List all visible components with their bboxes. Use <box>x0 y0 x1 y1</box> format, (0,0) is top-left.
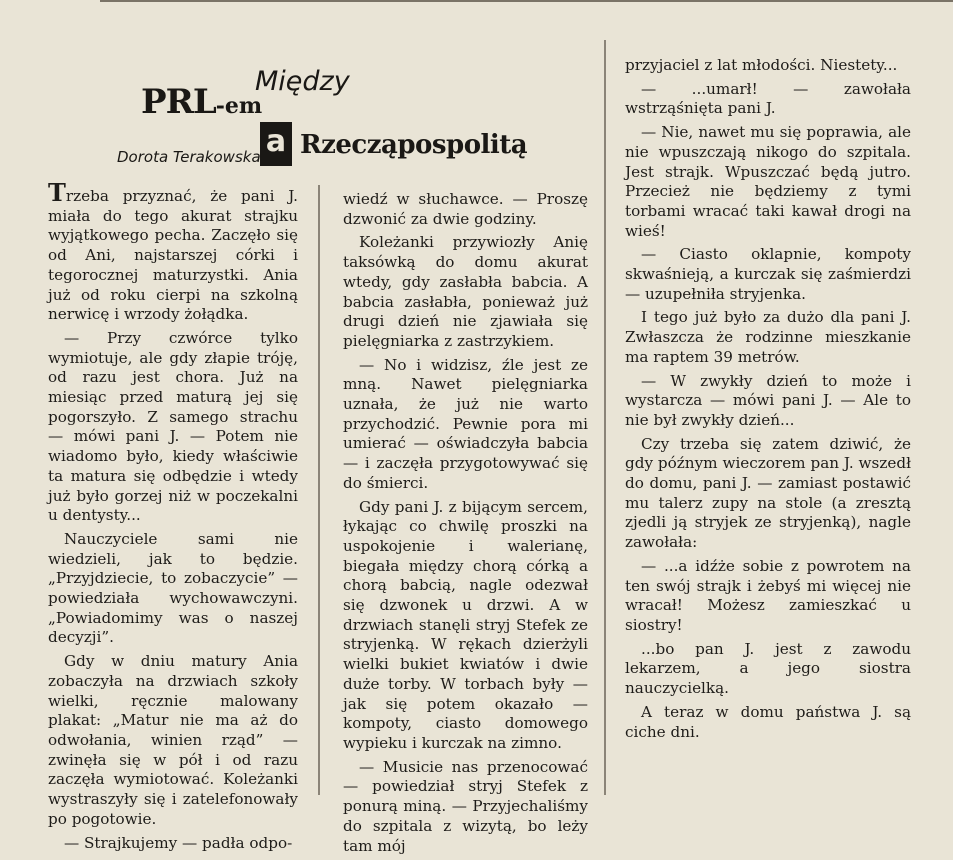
paragraph <box>343 498 588 754</box>
paragraph <box>625 372 911 431</box>
top-rule <box>100 0 953 2</box>
paragraph <box>625 123 911 241</box>
title-rzeczpospolita: Rzecząpospolitą <box>300 130 528 160</box>
article-column-1 <box>48 178 298 857</box>
paragraph <box>343 356 588 494</box>
title-miedzy: Między <box>255 66 350 97</box>
paragraph-text: — W zwykły dzień to może i wystarcza — mówi pani J. — Ale to nie był zwykły dzień... <box>625 371 911 429</box>
paragraph <box>625 435 911 553</box>
paragraph-text: I tego już było za dużo dla pani J. Zwłaszcza że rodzinne mieszkanie ma raptem 39 metrów. <box>625 308 911 366</box>
paragraph-text: — Musicie nas przenocować — powiedział stryj Stefek z ponurą miną. — Przyjechaliśmy do szpitala z wizytą, bo leży tam mój <box>343 757 588 855</box>
column-divider-2 <box>604 40 606 795</box>
paragraph-text: — Przy czwórce tylko wymiotuje, ale gdy złapie tróję, od razu jest chora. Już na miesiąc przed maturą jej się pogorszyło. Z samego strachu — mówi pani J. — Potem nie wiadomo było, kiedy właściwie ta matura się odbędzie i wtedy już było gorzej niż w poczekalni u dentysty... <box>48 328 298 525</box>
paragraph-text: rzeba przyznać, że pani J. miała do tego akurat strajku wyjątkowego pecha. Zaczęło się od Ani, najstarszej córki i tegorocznej maturzystki. Ania już od roku cierpi na szkolną nerwicę i wrzody żołądka. <box>48 187 298 324</box>
paragraph <box>625 80 911 119</box>
paragraph-text: — No i widzisz, źle jest ze mną. Nawet pielęgniarka uznała, że już nie warto przychodzić. Pewnie pora mi umierać — oświadczyła babcia — i zaczęła przygotowywać się do śmierci. <box>343 355 588 492</box>
paragraph-text: A teraz w domu państwa J. są ciche dni. <box>625 702 911 741</box>
paragraph-text: Koleżanki przywiozły Anię taksówką do domu akurat wtedy, gdy zasłabła babcia. A babcia zasłabła, ponieważ już drugi dzień nie zjawiała się pielęgniarka z zastrzykiem. <box>343 233 588 350</box>
paragraph-text: Gdy pani J. z bijącym sercem, łykając co chwilę proszki na uspokojenie i walerianę, biegała między chorą córką a chorą babcią, nagle odezwał się dzwonek u drzwi. A w drzwiach stanęli stryj Stefek ze stryjenką. W rękach dzierżyli wielki bukiet kwiatów i dwie duże torby. W torbach były — jak się potem okazało — kompoty, ciasto domowego wypieku i kurczak na zimno. <box>343 497 588 752</box>
paragraph <box>625 640 911 699</box>
paragraph <box>625 557 911 636</box>
paragraph-text: — ...a idźże sobie z powrotem na ten swój strajk i żebyś mi więcej nie wracał! Możesz zamieszkać u siostry! <box>625 556 911 634</box>
article-column-3 <box>625 56 911 746</box>
paragraph-text: Czy trzeba się zatem dziwić, że gdy późnym wieczorem pan J. wszedł do domu, pani J. — zamiast postawić mu talerz zupy na stole (a zresztą zjedli ją stryjek ze stryjenką), nagle zawołała: <box>625 434 911 552</box>
article-column-2 <box>343 190 588 860</box>
paragraph <box>343 233 588 351</box>
paragraph <box>48 329 298 526</box>
paragraph <box>625 703 911 742</box>
paragraph <box>625 245 911 304</box>
paragraph <box>48 834 298 854</box>
paragraph <box>343 758 588 857</box>
paragraph-text: — ...umarł! — zawołała wstrząśnięta pani J. <box>625 79 911 118</box>
paragraph-text: — Ciasto oklapnie, kompoty skwaśnieją, a kurczak się zaśmierdzi — uzupełniła stryjenka. <box>625 245 911 303</box>
paragraph-text: wiedź w słuchawce. — Proszę dzwonić za dwie godziny. <box>343 190 588 228</box>
paragraph <box>625 56 911 76</box>
paragraph-text: — Strajkujemy — padła odpo- <box>64 833 293 852</box>
paragraph <box>625 308 911 367</box>
paragraph <box>48 652 298 829</box>
paragraph <box>343 190 588 229</box>
paragraph-text: przyjaciel z lat młodości. Niestety... <box>625 56 898 74</box>
title-prl: PRL-em <box>141 82 263 122</box>
column-divider-1 <box>318 185 320 795</box>
author-byline: Dorota Terakowska <box>117 148 261 166</box>
paragraph <box>48 178 298 325</box>
paragraph-text: ...bo pan J. jest z zawodu lekarzem, a jego siostra nauczycielką. <box>625 639 911 698</box>
paragraph-text: Gdy w dniu matury Ania zobaczyła na drzwiach szkoły wielki, ręcznie malowany plakat: „Matur nie ma aż do odwołania, winien rząd” — zwinęła się w pół i od razu zaczęła wymiotować. Koleżanki wystraszyły się i zatelefonowały po pogotowie. <box>48 652 298 828</box>
title-a-block: a <box>260 122 292 166</box>
paragraph-text: — Nie, nawet mu się poprawia, ale nie wpuszczają nikogo do szpitala. Jest strajk. Wpuszczać będą jutro. Przecież nie będziemy z tymi torbami wracać taki kawał drogi na wieś! <box>625 123 911 240</box>
paragraph-text: Nauczyciele sami nie wiedzieli, jak to będzie. „Przyjdziecie, to zobaczycie” — powiedziała wychowawczyni. „Powiadomimy was o naszej decyzji”. <box>48 529 298 647</box>
paragraph <box>48 530 298 648</box>
drop-cap: T <box>48 178 66 207</box>
